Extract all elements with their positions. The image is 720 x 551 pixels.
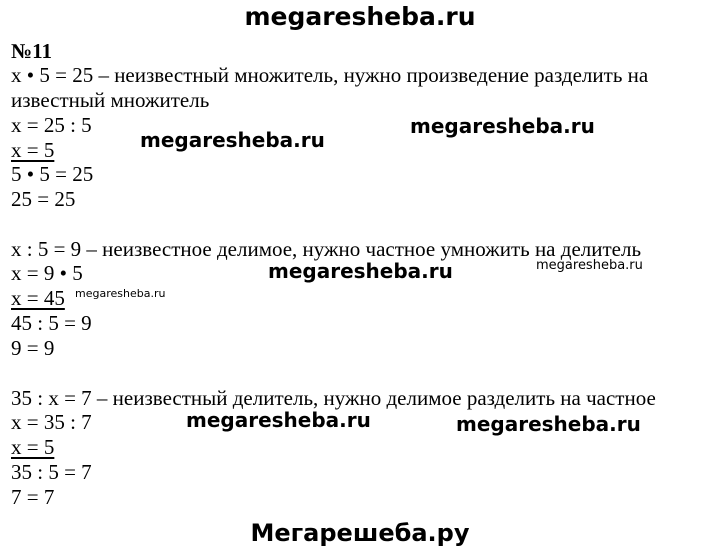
watermark: megaresheba.ru bbox=[268, 259, 453, 283]
block1-check2: 25 = 25 bbox=[11, 187, 76, 211]
block2-step1: x = 9 • 5 bbox=[11, 261, 83, 285]
watermark: megaresheba.ru bbox=[456, 412, 641, 436]
block3-rule-line1: 35 : x = 7 – неизвестный делитель, нужно делимое разделить на частное bbox=[11, 386, 656, 410]
block2-answer: x = 45 bbox=[11, 286, 65, 310]
block3-check1: 35 : 5 = 7 bbox=[11, 460, 92, 484]
block2-check2: 9 = 9 bbox=[11, 336, 55, 360]
block3-step1: x = 35 : 7 bbox=[11, 410, 92, 434]
watermark: megaresheba.ru bbox=[75, 287, 166, 300]
watermark: megaresheba.ru bbox=[410, 114, 595, 138]
block1-step1: x = 25 : 5 bbox=[11, 113, 92, 137]
site-footer: Мегарешеба.ру bbox=[250, 519, 470, 547]
block1-rule-line1: x • 5 = 25 – неизвестный множитель, нужно произведение разделить на bbox=[11, 63, 649, 87]
block3-check2: 7 = 7 bbox=[11, 485, 55, 509]
watermark: megaresheba.ru bbox=[140, 128, 325, 152]
site-header: megaresheba.ru bbox=[244, 2, 476, 31]
watermark: megaresheba.ru bbox=[186, 408, 371, 432]
task-number: №11 bbox=[11, 39, 52, 63]
block2-check1: 45 : 5 = 9 bbox=[11, 311, 92, 335]
block3-answer: x = 5 bbox=[11, 435, 55, 459]
watermark: megaresheba.ru bbox=[536, 258, 643, 273]
block1-rule-line2: известный множитель bbox=[11, 88, 210, 112]
block1-check1: 5 • 5 = 25 bbox=[11, 162, 94, 186]
block2-rule-line1: x : 5 = 9 – неизвестное делимое, нужно частное умножить на делитель bbox=[11, 237, 642, 261]
block1-answer: x = 5 bbox=[11, 138, 55, 162]
